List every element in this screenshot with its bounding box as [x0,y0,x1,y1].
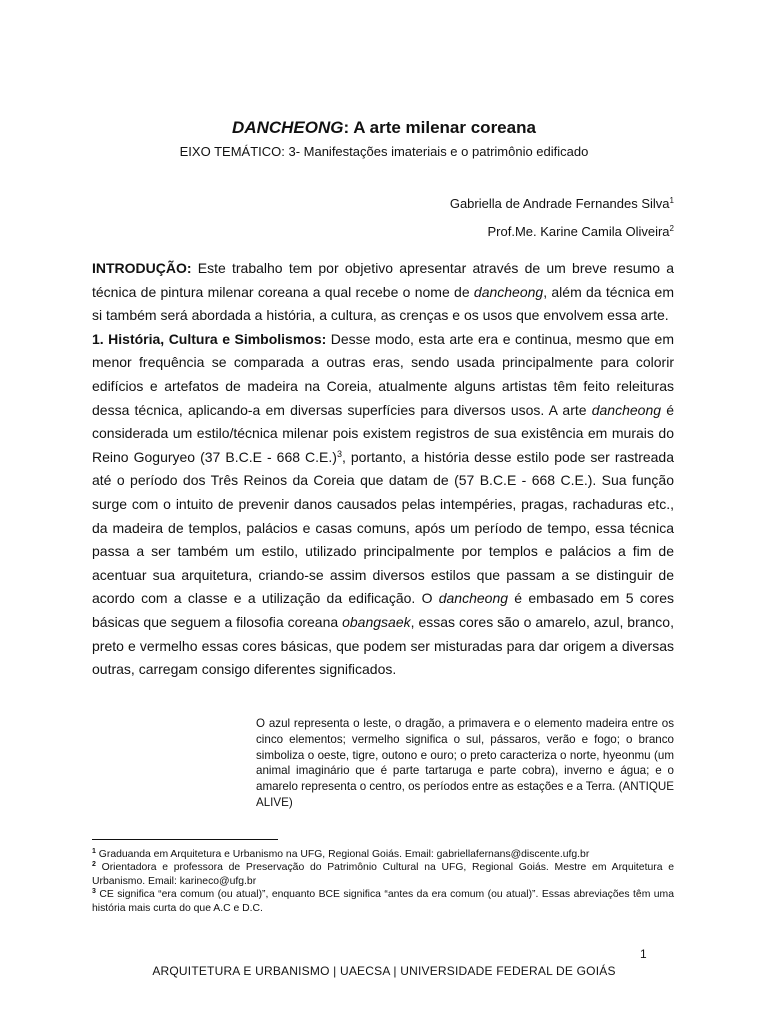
section1-text: Desse modo, esta arte era e continua, mesmo que em menor frequência se comparada a outras eras, sendo usada principalmente para colorir edifícios e artefatos de madeira na Coreia, atualmente alguns artistas têm feito releituras dessa técnica, aplicando-a em diversas superfícies para diversos usos. A arte [92,330,675,418]
footnote [92,848,674,861]
author-name: Gabriella de Andrade Fernandes Silva [449,196,670,211]
section1-heading: 1. História, Cultura e Simbolismos: [92,330,327,347]
body-text [92,257,674,682]
footnote-mark: 2 [669,224,674,233]
intro-text: , além da técnica em si também será abordada a história, a cultura, as crenças e os usos que envolvem essa arte. [92,283,674,324]
section1-text: , portanto, a história desse estilo pode ser rastreada até o período dos Três Reinos da Coreia que datam de (57 B.C.E - 668 C.E.). Sua função surge com o intuito de prevenir danos causados pelas intempéries, pragas, rachaduras etc., da madeira de templos, palácios e casas comuns, após um período de tempo, essa técnica passa a ser também um estilo, utilizado principalmente por templos e palácios a fim de acentuar sua arquitetura, criando-se assim diversos estilos que passam a se distinguir de acordo com a classe e a utilização da edificação. O [92,448,675,607]
intro-paragraph [92,257,674,328]
footnote-text: Orientadora e professora de Preservação do Patrimônio Cultural na UFG, Regional Goiás. Mestre em Arquitetura e Urbanismo. Email: karineco@ufg.br [92,862,674,887]
footnote-mark: 1 [669,196,674,205]
section1-term: dancheong [438,590,509,607]
intro-term: dancheong [473,283,544,300]
footnote-mark: 1 [92,848,96,855]
author-list [450,188,674,244]
footnote-mark: 3 [92,888,96,896]
page-footer: ARQUITETURA E URBANISMO | UAECSA | UNIVERSIDADE FEDERAL DE GOIÁS [152,964,616,978]
footnote [92,888,674,915]
section1-text: é embasado em 5 cores básicas que seguem a filosofia coreana [92,590,674,630]
footnote [92,861,674,888]
title-rest: : A arte milenar coreana [343,118,536,137]
author-name: Prof.Me. Karine Camila Oliveira [487,224,670,239]
footnote-text: Graduanda em Arquitetura e Urbanismo na UFG, Regional Goiás. Email: gabriellafernans@discente.ufg.br [95,849,590,860]
section1-term: dancheong [591,401,662,418]
page-number: 1 [640,947,647,961]
document-subtitle: EIXO TEMÁTICO: 3- Manifestações imateriais e o patrimônio edificado [179,144,589,159]
author-line [450,188,674,216]
block-quote: O azul representa o leste, o dragão, a primavera e o elemento madeira entre os cinco elementos; vermelho significa o sul, pássaros, verão e fogo; o branco simboliza o oeste, tigre, outono e ouro; o preto caracteriza o norte, hyeonmu (um animal imaginário que é parte tartaruga e parte cobra), inverno e água; e o amarelo representa o centro, os períodos entre as estações e a Terra. (ANTIQUE ALIVE) [256,717,675,809]
footnote-divider [92,839,278,840]
footnotes [92,848,674,915]
section1-term: obangsaek [342,613,411,630]
footnote-text: CE significa “era comum (ou atual)”, enquanto BCE significa “antes da era comum (ou atual)”. Essas abreviações têm uma história mais curta do que A.C e D.C. [92,889,674,914]
intro-text: Este trabalho tem por objetivo apresentar através de um breve resumo a técnica de pintura milenar coreana a qual recebe o nome de [92,260,674,300]
title-italic: DANCHEONG [232,118,344,137]
section1-text: , essas cores são o amarelo, azul, branco, preto e vermelho essas cores básicas, que podem ser misturadas para dar origem a diversas outras, carregam consigo diferentes significados. [92,613,674,678]
intro-heading: INTRODUÇÃO: [92,260,192,276]
section1-paragraph [92,328,674,682]
document-title [0,118,768,138]
author-line [450,216,674,244]
footnote-mark: 2 [92,861,96,869]
section1-text: é considerada um estilo/técnica milenar pois existem registros de sua existência em murais do Reino Goguryeo (37 B.C.E - 668 C.E.) [92,401,674,465]
footnote-mark: 3 [336,448,342,459]
